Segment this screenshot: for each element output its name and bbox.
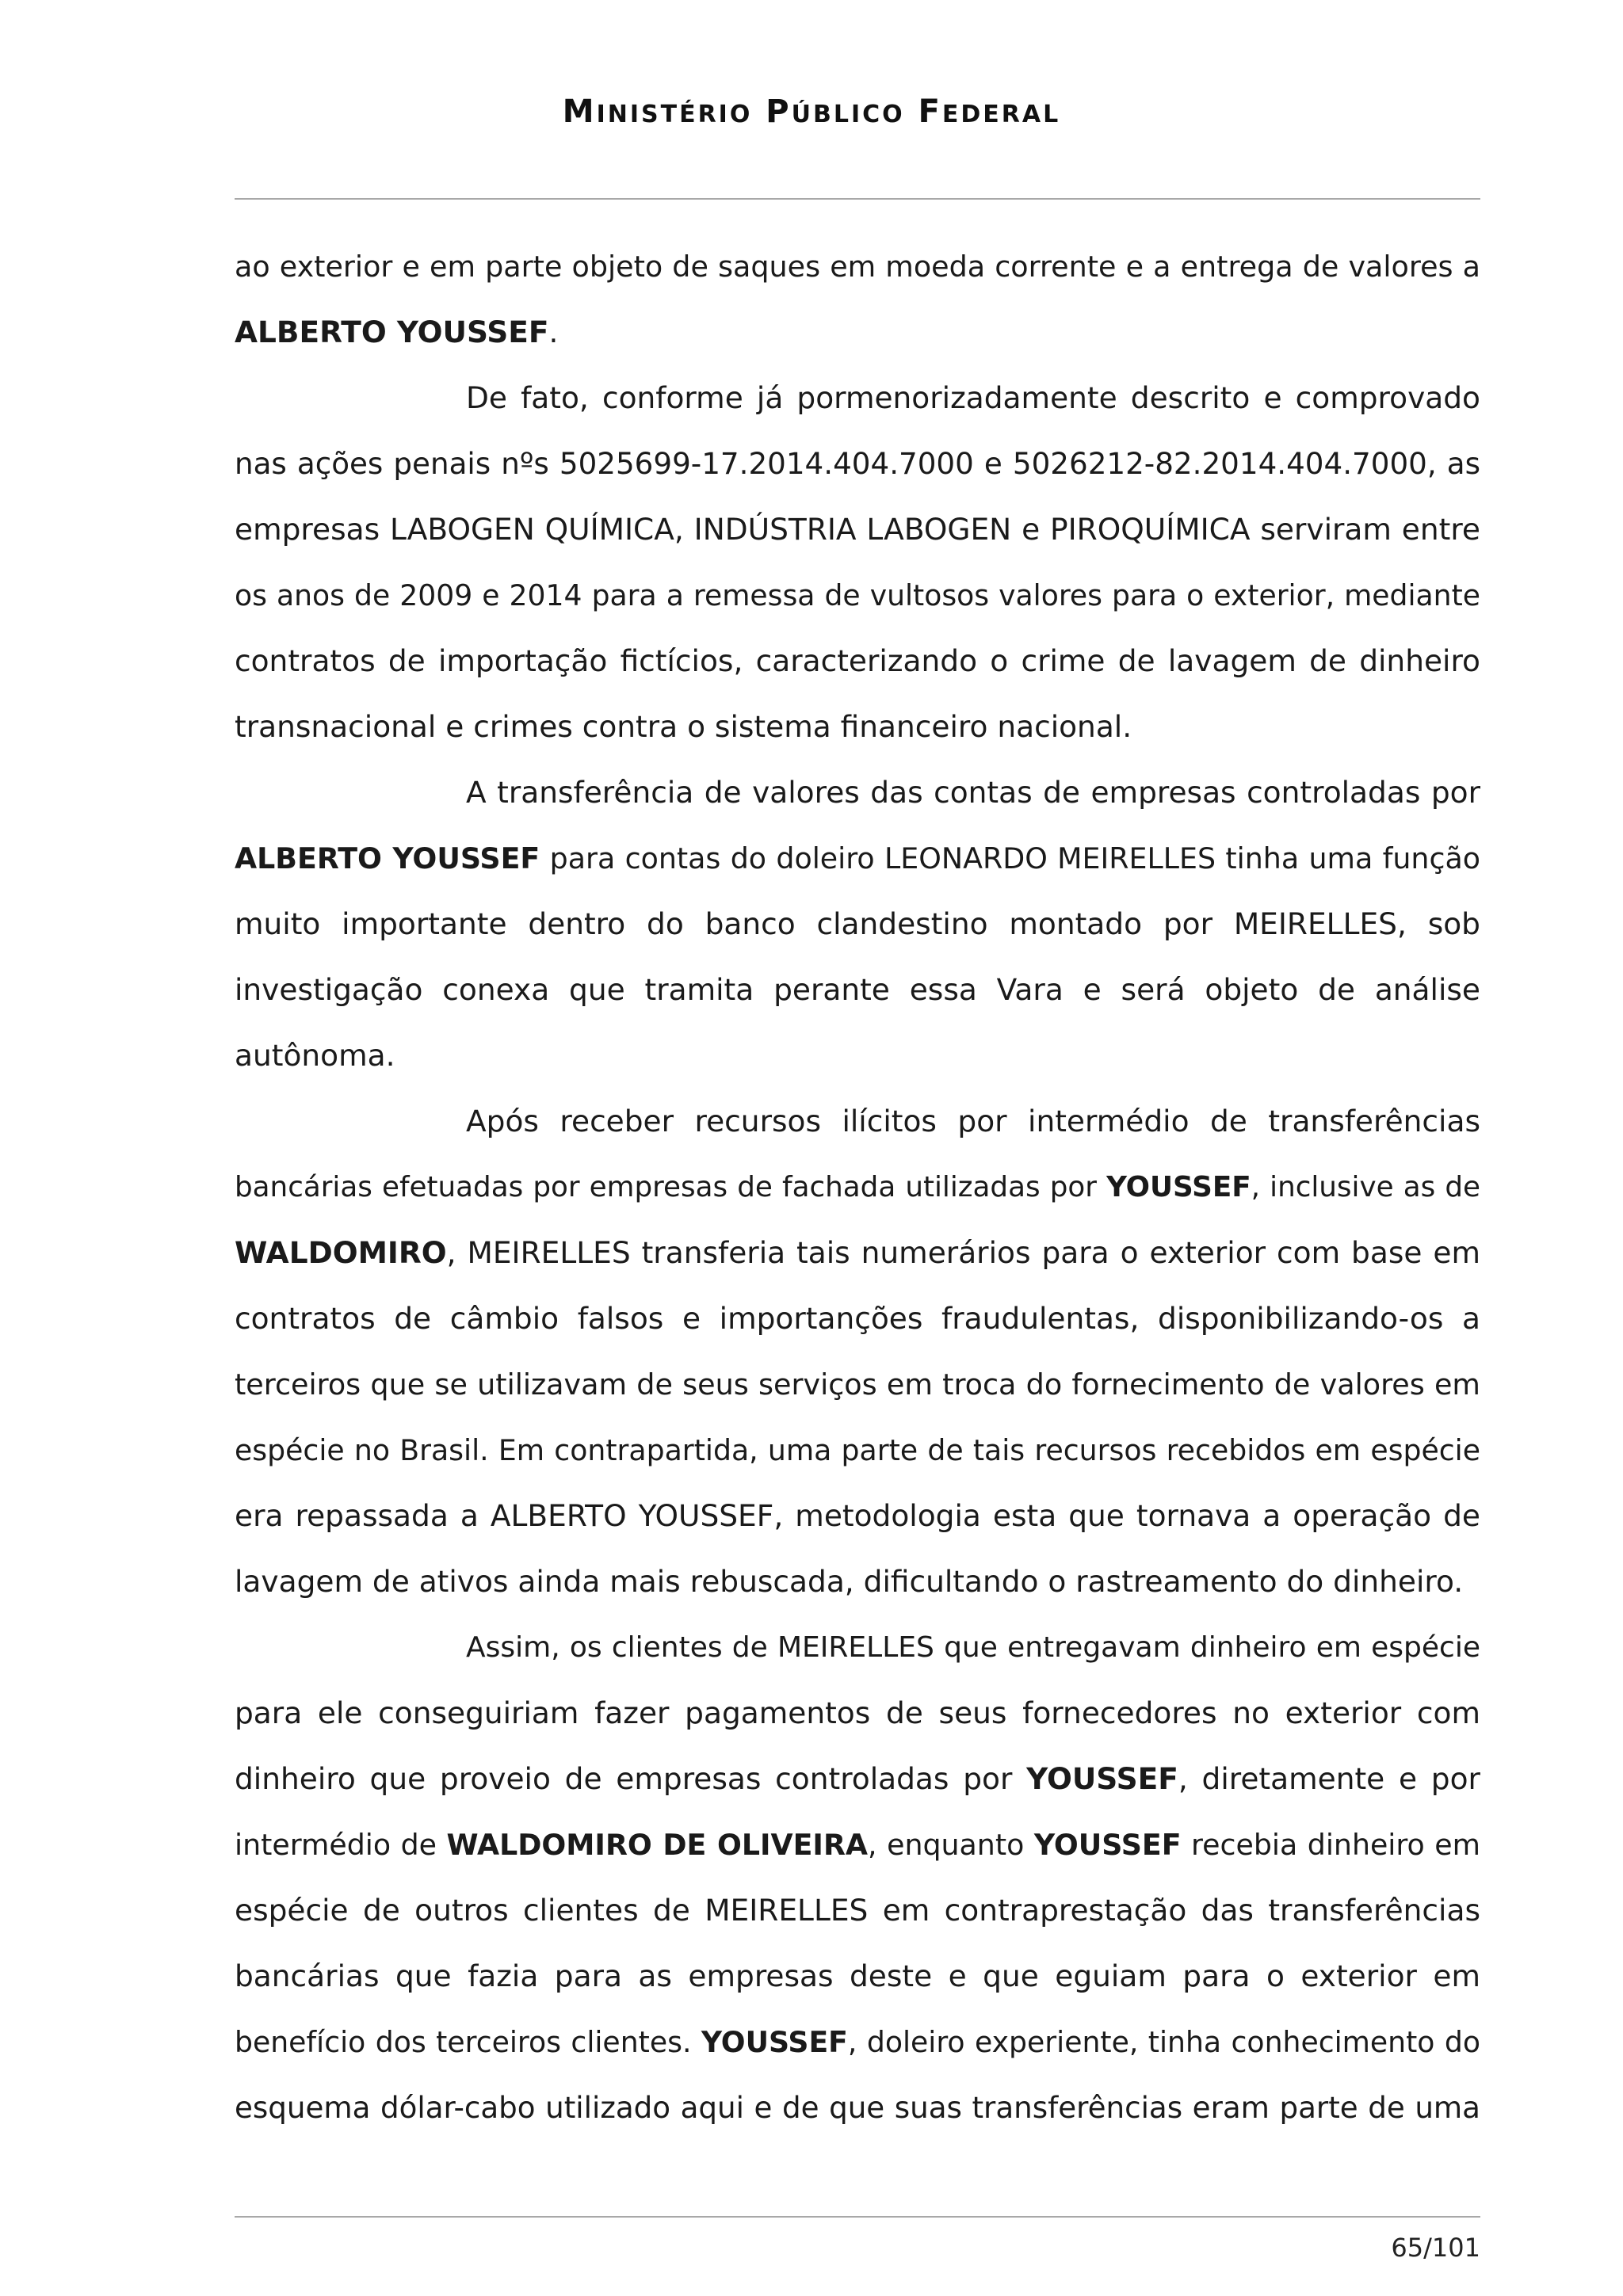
text-line [235, 760, 1480, 826]
text-segment: dinheiro que proveio de empresas controladas por [235, 1761, 1027, 1796]
bold-name: YOUSSEF [1106, 1171, 1251, 1203]
text-line [235, 1286, 1480, 1352]
text-segment: benefício dos terceiros clientes. [235, 2025, 701, 2059]
text-segment: autônoma. [235, 1038, 395, 1073]
text-line [235, 497, 1480, 563]
text-segment: A transferência de valores das contas de empresas controladas por [466, 775, 1480, 810]
document-body [235, 234, 1480, 2141]
text-line [235, 234, 1480, 299]
text-line [235, 1417, 1480, 1483]
text-segment: bancárias efetuadas por empresas de fachada utilizadas por [235, 1171, 1107, 1203]
text-line [235, 628, 1480, 694]
text-segment: investigação conexa que tramita perante essa Vara e será objeto de análise [235, 972, 1480, 1007]
footer-divider [235, 2216, 1480, 2218]
text-line [235, 431, 1480, 497]
text-line [235, 957, 1480, 1023]
text-segment: lavagem de ativos ainda mais rebuscada, dificultando o rastreamento do dinheiro. [235, 1564, 1464, 1599]
header-rest: INISTÉRIO [596, 101, 753, 128]
text-line [235, 1549, 1480, 1615]
text-segment: Após receber recursos ilícitos por intermédio de transferências [466, 1104, 1480, 1138]
header-initial: M [562, 93, 597, 130]
text-segment: , enquanto [868, 1828, 1034, 1862]
header-divider [235, 198, 1480, 200]
bold-name: ALBERTO YOUSSEF [235, 315, 549, 349]
bold-name: WALDOMIRO [235, 1235, 447, 1270]
text-segment: terceiros que se utilizavam de seus serviços em troca do fornecimento de valores em [235, 1367, 1480, 1402]
text-segment: os anos de 2009 e 2014 para a remessa de vultosos valores para o exterior, mediante [235, 578, 1480, 612]
bold-name: ALBERTO YOUSSEF [235, 841, 540, 875]
bold-name: YOUSSEF [1026, 1761, 1178, 1796]
header-word [563, 93, 753, 130]
text-line [235, 365, 1480, 431]
text-line [235, 1943, 1480, 2009]
text-segment: contratos de câmbio falsos e importanções fraudulentas, disponibilizando-os a [235, 1301, 1480, 1336]
text-segment: recebia dinheiro em [1181, 1828, 1481, 1862]
text-line [235, 563, 1480, 628]
text-line [235, 1352, 1480, 1417]
bold-name: YOUSSEF [701, 2025, 848, 2059]
header-word [766, 93, 904, 130]
header-word [918, 93, 1061, 130]
text-segment: De fato, conforme já pormenorizadamente descrito e comprovado [466, 380, 1480, 415]
text-line [235, 1483, 1480, 1549]
text-line [235, 1746, 1480, 1812]
header-initial: P [766, 93, 792, 130]
bold-name: YOUSSEF [1033, 1828, 1182, 1862]
text-segment: espécie no Brasil. Em contrapartida, uma parte de tais recursos recebidos em espécie [235, 1433, 1480, 1467]
text-segment: bancárias que fazia para as empresas deste e que eguiam para o exterior em [235, 1958, 1480, 1993]
text-line [235, 2075, 1480, 2141]
text-segment: era repassada a ALBERTO YOUSSEF, metodologia esta que tornava a operação de [235, 1498, 1480, 1533]
header-rest: ÚBLICO [791, 101, 905, 128]
text-segment: espécie de outros clientes de MEIRELLES em contraprestação das transferências [235, 1893, 1480, 1928]
text-line [235, 1680, 1480, 1746]
bold-name: WALDOMIRO DE OLIVEIRA [446, 1828, 869, 1862]
text-segment: para contas do doleiro LEONARDO MEIRELLES tinha uma função [540, 841, 1480, 875]
text-segment: muito importante dentro do banco clandestino montado por MEIRELLES, sob [235, 906, 1480, 941]
text-line [235, 1089, 1480, 1154]
header-rest: EDERAL [941, 101, 1061, 128]
text-line [235, 1878, 1480, 1943]
text-segment: contratos de importação fictícios, caracterizando o crime de lavagem de dinheiro [235, 643, 1480, 678]
text-line [235, 299, 1480, 365]
text-line [235, 694, 1480, 760]
text-line [235, 1154, 1480, 1220]
text-segment: . [548, 315, 559, 349]
text-segment: intermédio de [235, 1828, 447, 1862]
page-header [0, 93, 1623, 130]
text-segment: , diretamente e por [1178, 1761, 1480, 1796]
text-line [235, 1220, 1480, 1286]
text-segment: , MEIRELLES transferia tais numerários para o exterior com base em [446, 1235, 1480, 1270]
text-line [235, 1023, 1480, 1089]
text-segment: ao exterior e em parte objeto de saques em moeda corrente e a entrega de valores a [235, 250, 1480, 284]
text-segment: empresas LABOGEN QUÍMICA, INDÚSTRIA LABOGEN e PIROQUÍMICA serviram entre [235, 512, 1480, 547]
text-segment: esquema dólar-cabo utilizado aqui e de que suas transferências eram parte de uma [235, 2090, 1480, 2125]
page-number: 65/101 [1391, 2233, 1480, 2263]
text-line [235, 826, 1480, 891]
text-segment: Assim, os clientes de MEIRELLES que entregavam dinheiro em espécie [466, 1631, 1480, 1664]
text-segment: transnacional e crimes contra o sistema financeiro nacional. [235, 709, 1132, 744]
text-segment: nas ações penais nºs 5025699-17.2014.404.7000 e 5026212-82.2014.404.7000, as [235, 446, 1480, 481]
text-segment: para ele conseguiriam fazer pagamentos de seus fornecedores no exterior com [235, 1695, 1480, 1730]
text-line [235, 1615, 1480, 1680]
text-line [235, 1812, 1480, 1878]
header-initial: F [918, 93, 942, 130]
text-line [235, 891, 1480, 957]
text-segment: , doleiro experiente, tinha conhecimento do [847, 2025, 1480, 2059]
text-segment: , inclusive as de [1251, 1171, 1480, 1203]
text-line [235, 2009, 1480, 2075]
